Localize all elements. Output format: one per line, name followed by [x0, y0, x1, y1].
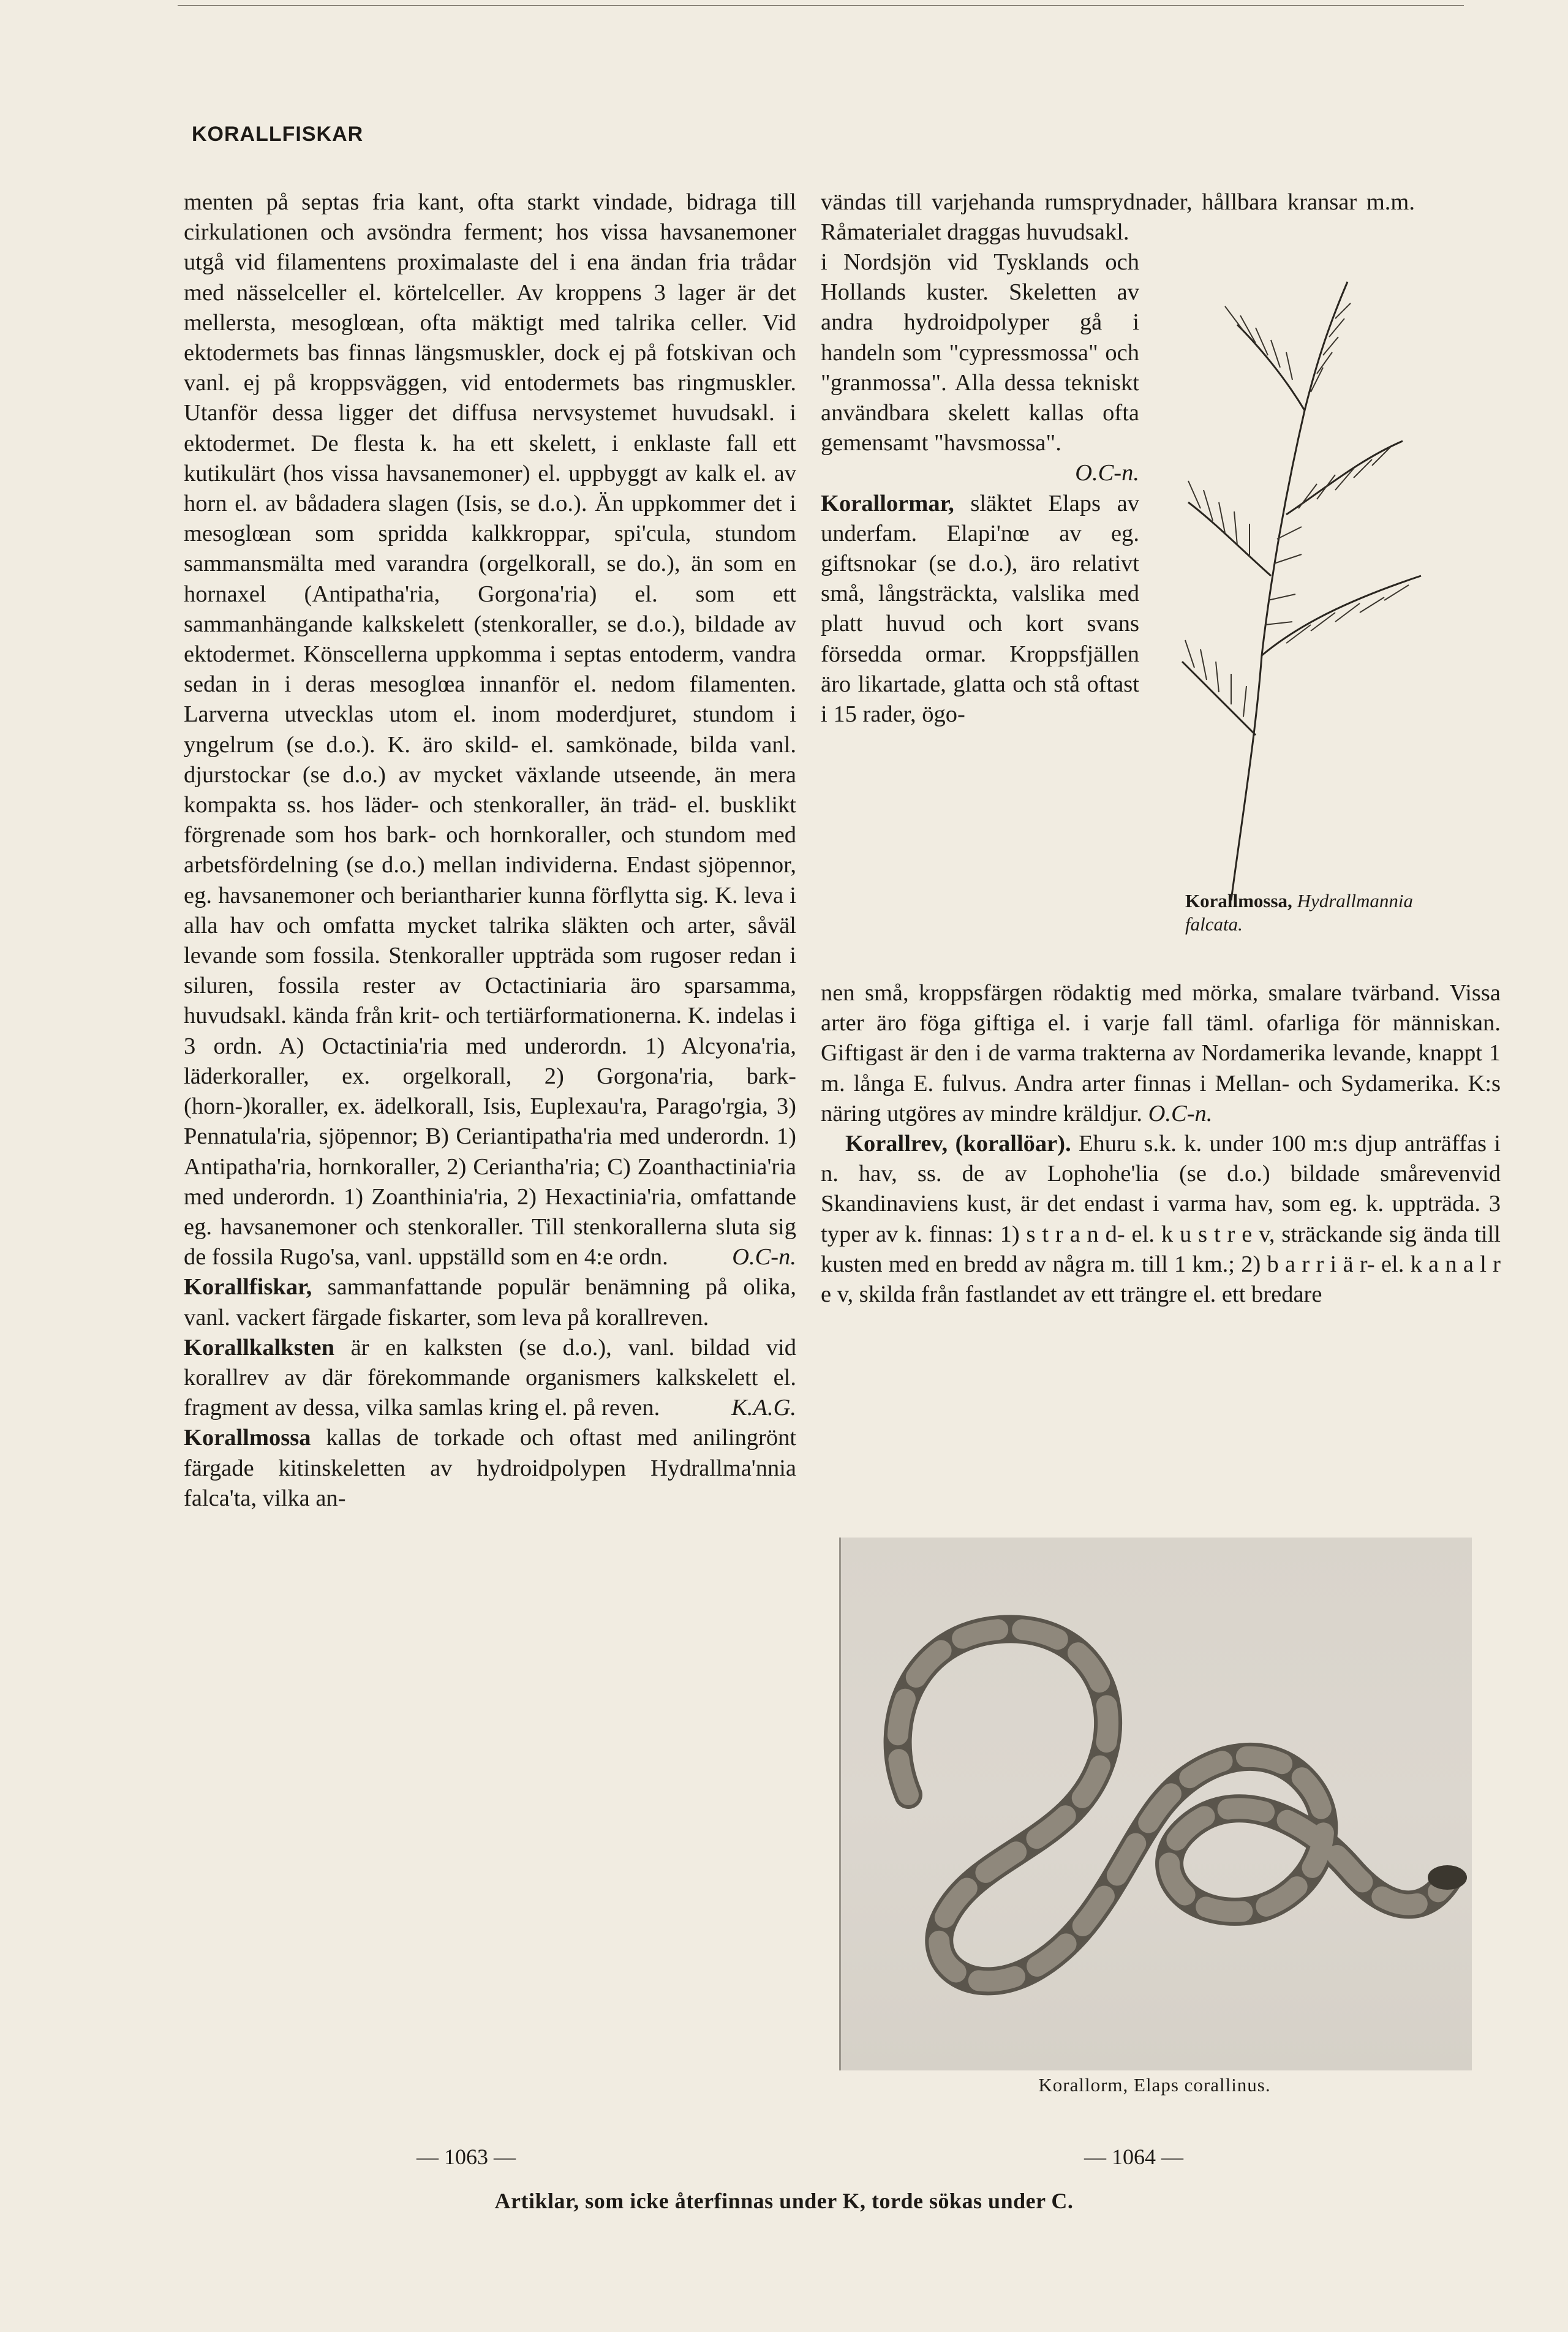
- coral-snake-photo: [839, 1538, 1472, 2070]
- signature: O.C-n.: [1075, 460, 1139, 486]
- footer-note: Artiklar, som icke återfinnas under K, torde sökas under C.: [494, 2189, 1074, 2213]
- hydrallmannia-illustration: [1164, 257, 1446, 907]
- signature: O.C-n.: [1148, 1100, 1213, 1126]
- entry-text: släktet Elaps av underfam. Elapi'nœ av eg. giftsnokar (se d.o.), äro relativt små, långsträckta, valslika med platt huvud och kort svans försedda ormar. Kroppsfjällen äro likartade, glatta och stå oftast i 15 rader, ögo-: [821, 490, 1140, 728]
- top-rule: [178, 5, 1464, 6]
- left-p1-text: menten på septas fria kant, ofta starkt vindade, bidraga till cirkulationen och avsöndra ferment; hos vissa havsanemoner utgå vid filamentens proximalaste del i ena ändan fria trådar med nässelceller el. körtelceller. Av kroppens 3 lager är det mellersta, mesoglœan, ofta mäktigt med talrika celler. Vid ektodermets bas finnas längsmuskler, dock ej på fotskivan och vanl. ej på kroppsväggen, vid entodermets bas ringmuskler. Utanför dessa ligger det diffusa nervsystemet huvudsakl. i ektodermet. De flesta k. ha ett skelett, i enklaste fall ett kutikulärt (hos vissa havsanemoner) el. uppbyggt av kalk el. av horn el. av bådadera slagen (Isis, se d.o.). Än uppkommer det i mesoglœan som spridda kalkkroppar, spi'cula, stundom sammansmälta med varandra (orgelkorall, se do.), än som en hornaxel (Antipatha'ria, Gorgona'ria) el. som ett sammanhängande kalkskelett (stenkoraller, se d.o.), bildade av ektodermet. Könscellerna uppkomma i septas entoderm, vandra sedan in i deras mesoglœa innanför el. nedom filamenten. Larverna utvecklas utom el. inom moderdjuret, stundom i yngelrum (se d.o.). K. äro skild- el. samkönade, bilda vanl. djurstockar (se d.o.) av mycket växlande utseende, än mera kompakta ss. hos läder- och stenkoraller, än träd- el. busklikt förgrenade som hos bark- och hornkoraller, och stundom med arbetsfördelning (se d.o.) mellan individerna. Endast sjöpennor, eg. havsanemoner och beriantharier kunna förflytta sig. K. leva i alla hav och omfatta mycket talrika släkten och arter, såväl levande som fossila. Stenkoraller uppträda som rugoser redan i siluren, fossila rester av Octactiniaria äro sparsamma, huvudsakl. kända från krit- och tertiärformationerna. K. indelas i 3 ordn. A) Octactinia'ria med underordn. 1) Alcyona'ria, läderkoraller, ex. orgelkorall, 2) Gorgona'ria, bark-(horn-)koraller, ex. ädelkorall, Isis, Euplexau'ra, Parago'rgia, 3) Pennatula'ria, sjöpennor; B) Ceriantipatha'ria med underordn. 1) Antipatha'ria, hornkoraller, 2) Ceriantha'ria; C) Zoanthactinia'ria med underordn. 1) Zoanthinia'ria, 2) Hexactinia'ria, omfattande eg. havsanemoner och stenkoraller. Till stenkorallerna sluta sig de fossila Rugo'sa, vanl. uppställd som en 4:e ordn.: [184, 189, 796, 1270]
- caption-italic: Hydrallmannia falcata.: [1185, 890, 1413, 935]
- entry-korallrev: [821, 1129, 1501, 1310]
- entry-head: Korallormar,: [821, 490, 954, 516]
- entry-korallkalksten: [184, 1333, 796, 1424]
- entry-text: kallas de torkade och oftast med anilingrönt färgade kitinskeletten av hydroidpolypen Hydrallma'nnia falca'ta, vilka an-: [184, 1425, 797, 1511]
- right-wrap-block: [821, 247, 1139, 730]
- entry-text: sammanfattande populär benämning på olika, vanl. vackert färgade fiskarter, som leva på korallreven.: [184, 1274, 797, 1330]
- right-bottom-text: nen små, kroppsfärgen rödaktig med mörka, smalare tvärband. Vissa arter äro föga giftiga el. i varje fall täml. ofarliga för människan. Giftigast är den i de varma trakterna av Nordamerika levande, knappt 1 m. långa E. fulvus. Andra arter finnas i Mellan- och Sydamerika. K:s näring utgöres av mindre kräldjur.: [821, 980, 1501, 1126]
- signature-row: [821, 458, 1139, 488]
- right-column-bottom: [821, 978, 1501, 1310]
- entry-korallmossa: [184, 1423, 796, 1514]
- entry-korallormar: [821, 489, 1139, 730]
- caption-bold: Korallmossa,: [1185, 890, 1292, 911]
- entry-head: Korallrev, (korallöar).: [845, 1131, 1071, 1157]
- right-wrap-text: i Nordsjön vid Tysklands och Hollands kuster. Skeletten av andra hydroidpolyper gå i handeln som "cypressmossa" och "granmossa". Alla dessa tekniskt användbara skelett kallas ofta gemensamt "havsmossa".: [821, 249, 1139, 456]
- snake-caption: Korallorm, Elaps corallinus.: [1038, 2074, 1271, 2096]
- right-column-top: [821, 187, 1415, 247]
- entry-head: Korallkalksten: [184, 1334, 335, 1360]
- snake-drawing: [841, 1538, 1472, 2070]
- snake-head: [1428, 1865, 1467, 1890]
- left-column: [184, 187, 796, 1514]
- right-bottom-paragraph: [821, 978, 1501, 1129]
- entry-korallfiskar: [184, 1272, 796, 1332]
- entry-text: Ehuru s.k. k. under 100 m:s djup anträffas i n. hav, ss. de av Lophohe'lia (se d.o.) bildade smårevenvid Skandinaviens kust, är det endast i varma hav, som eg. k. uppträda. 3 typer av k. finnas: 1) s t r a n d- el. k u s t r e v, sträckande sig ända till kusten med en bredd av några m. till 1 km.; 2) b a r r i ä r- el. k a n a l r e v, skilda från fastlandet av ett trängre el. ett bredare: [821, 1131, 1501, 1308]
- running-head: KORALLFISKAR: [192, 123, 364, 146]
- signature: K.A.G.: [731, 1395, 796, 1421]
- page-number-left: — 1063 —: [417, 2145, 516, 2169]
- entry-text: är en kalksten (se d.o.), vanl. bildad vid korallrev av där förekommande organismers kalkskelett el. fragment av dessa, vilka samlas kring el. på reven.: [184, 1334, 796, 1421]
- entry-head: Korallfiskar,: [184, 1274, 312, 1300]
- entry-head: Korallmossa: [184, 1425, 311, 1451]
- left-paragraph-1: [184, 187, 796, 1272]
- plant-caption: [1185, 889, 1455, 936]
- signature: O.C-n.: [732, 1244, 796, 1270]
- right-top-text: vändas till varjehanda rumsprydnader, hållbara kransar m.m. Råmaterialet draggas huvudsakl.: [821, 189, 1415, 246]
- page-number-right: — 1064 —: [1084, 2145, 1183, 2169]
